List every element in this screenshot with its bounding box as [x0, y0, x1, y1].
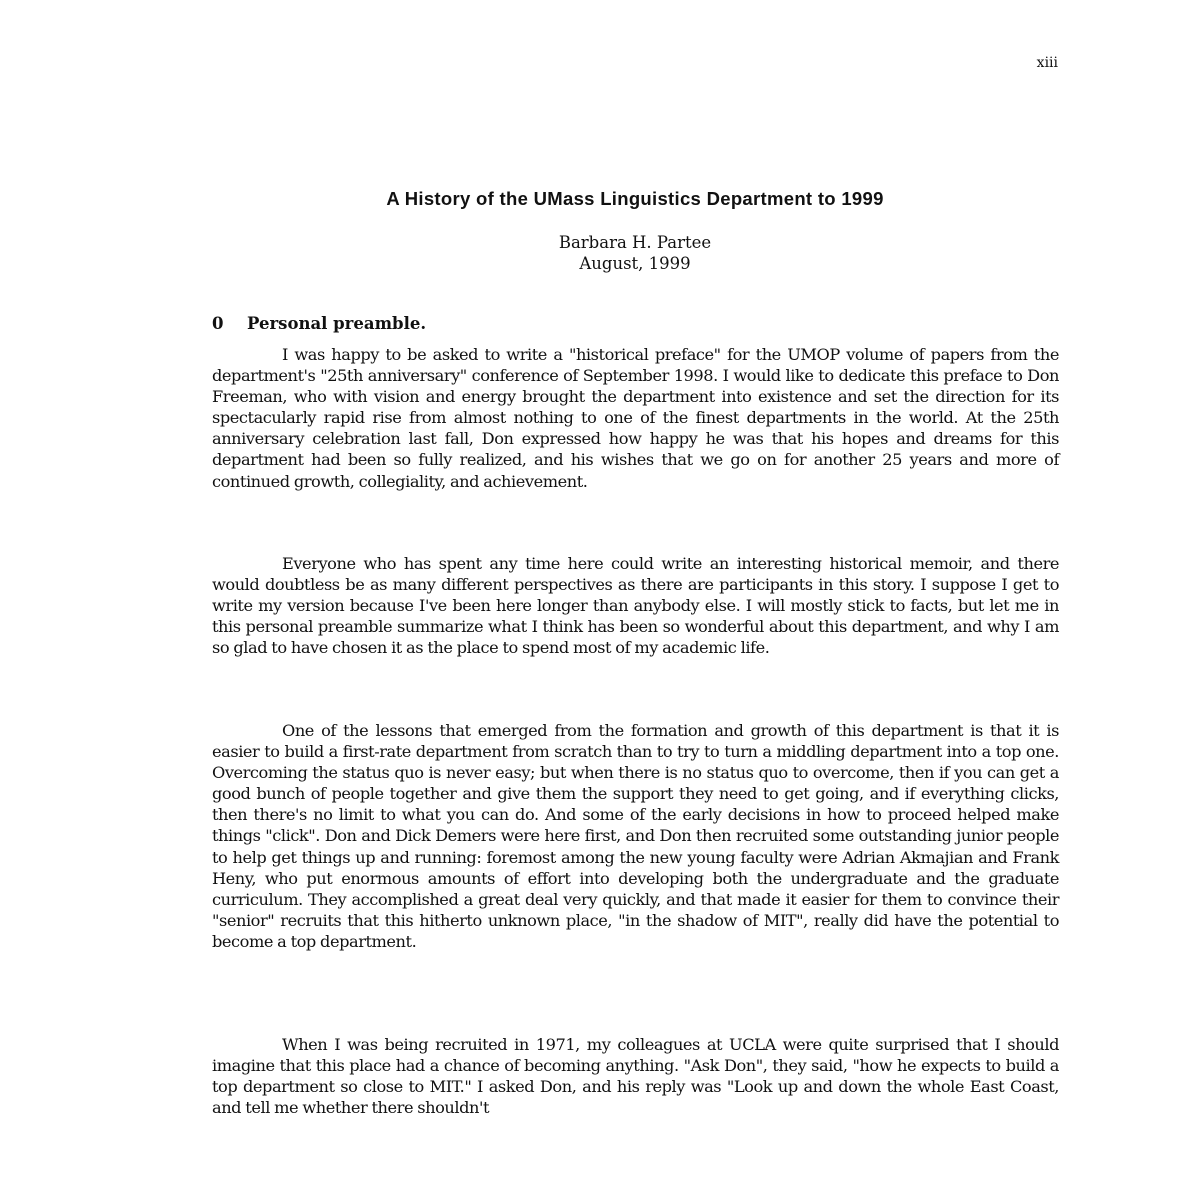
byline — [0, 232, 1200, 274]
page-number: xiii — [1036, 55, 1058, 71]
paragraph: Everyone who has spent any time here could write an interesting historical memoir, and there would doubtless be as many different perspectives as there are participants in this story. I suppose I get to write my version because I've been here longer than anybody else. I will mostly stick to facts, but let me in this personal preamble summarize what I think has been so wonderful about this department, and why I am so glad to have chosen it as the place to spend most of my academic life. — [212, 554, 1059, 658]
paragraph: One of the lessons that emerged from the formation and growth of this department is that it is easier to build a first-rate department from scratch than to try to turn a middling department into a top one. Overcoming the status quo is never easy; but when there is no status quo to overcome, then if you can get a good bunch of people together and give them the support they need to get going, and if everything clicks, then there's no limit to what you can do. And some of the early decisions in how to proceed helped make things "click". Don and Dick Demers were here first, and Don then recruited some outstanding junior people to help get things up and running: foremost among the new young faculty were Adrian Akmajian and Frank Heny, who put enormous amounts of effort into developing both the undergraduate and the graduate curriculum. They accomplished a great deal very quickly, and that made it easier for them to convince their "senior" recruits that this hitherto unknown place, "in the shadow of MIT", really did have the potential to become a top department. — [212, 721, 1059, 951]
document-title: A History of the UMass Linguistics Department to 1999 — [386, 188, 884, 209]
paragraph: I was happy to be asked to write a "historical preface" for the UMOP volume of papers from the department's "25th anniversary" conference of September 1998. I would like to dedicate this preface to Don Freeman, who with vision and energy brought the department into existence and set the direction for its spectacularly rapid rise from almost nothing to one of the finest departments in the world. At the 25th anniversary celebration last fall, Don expressed how happy he was that his hopes and dreams for this department had been so fully realized, and his wishes that we go on for another 25 years and more of continued growth, collegiality, and achievement. — [212, 345, 1059, 491]
author-name: Barbara H. Partee — [558, 233, 712, 252]
section-number: 0 — [212, 314, 224, 333]
section-title: Personal preamble. — [247, 314, 427, 333]
paragraph: When I was being recruited in 1971, my colleagues at UCLA were quite surprised that I should imagine that this place had a chance of becoming anything. "Ask Don", they said, "how he expects to build a top department so close to MIT." I asked Don, and his reply was "Look up and down the whole East Coast, and tell me whether there shouldn't — [212, 1035, 1059, 1118]
document-date: August, 1999 — [579, 254, 691, 273]
section-heading — [212, 314, 426, 333]
